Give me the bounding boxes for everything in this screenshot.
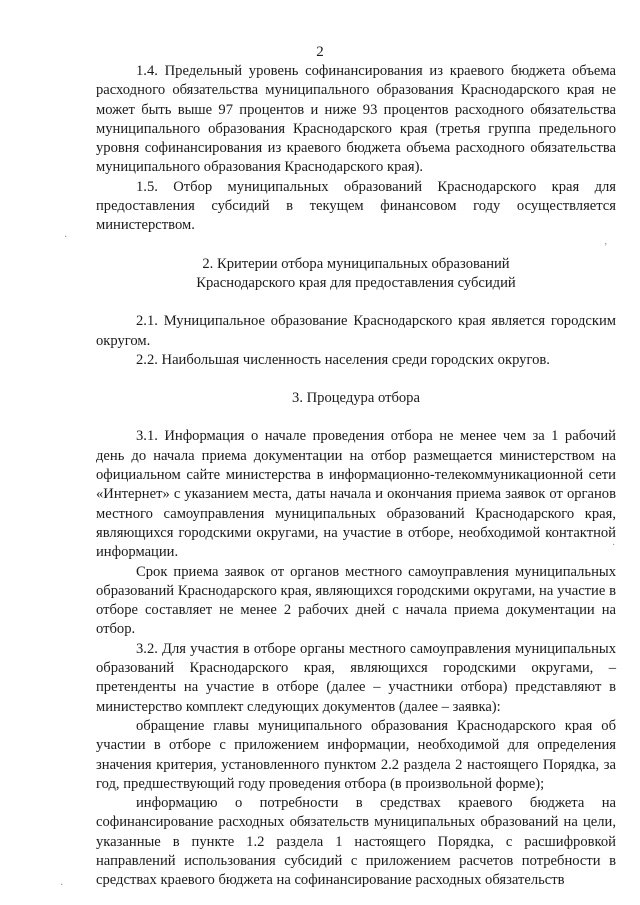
paragraph-1-4: 1.4. Предельный уровень софинансирования из краевого бюджета объема расходного обязательства муниципального образования Краснодарского края не может быть выше 97 процентов и ниже 93 процентов расходного обязательства муниципального образования Краснодарского края (третья группа предельного уровня софинансирования из краевого бюджета объема расходного обязательства муниципального образования Краснодарского края). [96, 63, 616, 176]
document-body [96, 62, 616, 891]
paragraph-3-1-term: Срок приема заявок от органов местного самоуправления муниципальных образований Краснодарского края, являющихся городскими округами, на участие в отборе составляет не менее 2 рабочих дней с начала приема документации на отбор. [96, 563, 616, 638]
section-2-title-line-2: Краснодарского края для предоставления субсидий [196, 274, 516, 291]
paragraph-3-2: 3.2. Для участия в отборе органы местного самоуправления муниципальных образований Краснодарского края, являющихся городскими округами, – претенденты на участие в отборе (далее – участники отбора) представляют в министерство комплект следующих документов (далее – заявка): [96, 640, 616, 715]
scan-speck: ʼ [604, 242, 608, 253]
paragraph-3-1: 3.1. Информация о начале проведения отбора не менее чем за 1 рабочий день до начала приема документации на отбор размещается министерством на официальном сайте министерства в информационно-телекоммуникационной сети «Интернет» с указанием места, даты начала и окончания приема заявок от органов местного самоуправления муниципальных образований Краснодарского края, являющихся городскими округами, на участие в отборе, необходимой контактной информации. [96, 428, 616, 561]
paragraph-2-2: 2.2. Наибольшая численность населения среди городских округов. [136, 351, 550, 368]
paragraph-3-2-item-2: информацию о потребности в средствах краевого бюджета на софинансирование расходных обязательств муниципальных образований на цели, указанные в пункте 1.2 раздела 1 настоящего Порядка, с расшифровкой направлений использования субсидий с приложением расчетов потребности в средствах краевого бюджета на софинансирование расходных обязательств [96, 795, 616, 889]
scan-speck: · [64, 232, 68, 243]
paragraph-3-2-item-1: обращение главы муниципального образования Краснодарского края об участии в отборе с приложением информации, необходимой для определения значения критерия, установленного пунктом 2.2 раздела 2 настоящего Порядка, за год, предшествующий году проведения отбора (в произвольной форме); [96, 717, 616, 792]
scan-speck: · [612, 540, 616, 551]
section-2-title-line-1: 2. Критерии отбора муниципальных образований [202, 255, 510, 272]
paragraph-1-5: 1.5. Отбор муниципальных образований Краснодарского края для предоставления субсидий в текущем финансовом году осуществляется министерством. [96, 178, 616, 234]
section-3-title: 3. Процедура отбора [292, 390, 420, 407]
section-2-heading [96, 255, 616, 294]
section-3-heading [96, 389, 616, 408]
page-number: 2 [316, 44, 324, 60]
paragraph-2-1: 2.1. Муниципальное образование Краснодарского края является городским округом. [96, 313, 616, 349]
scan-speck: · [60, 880, 64, 891]
